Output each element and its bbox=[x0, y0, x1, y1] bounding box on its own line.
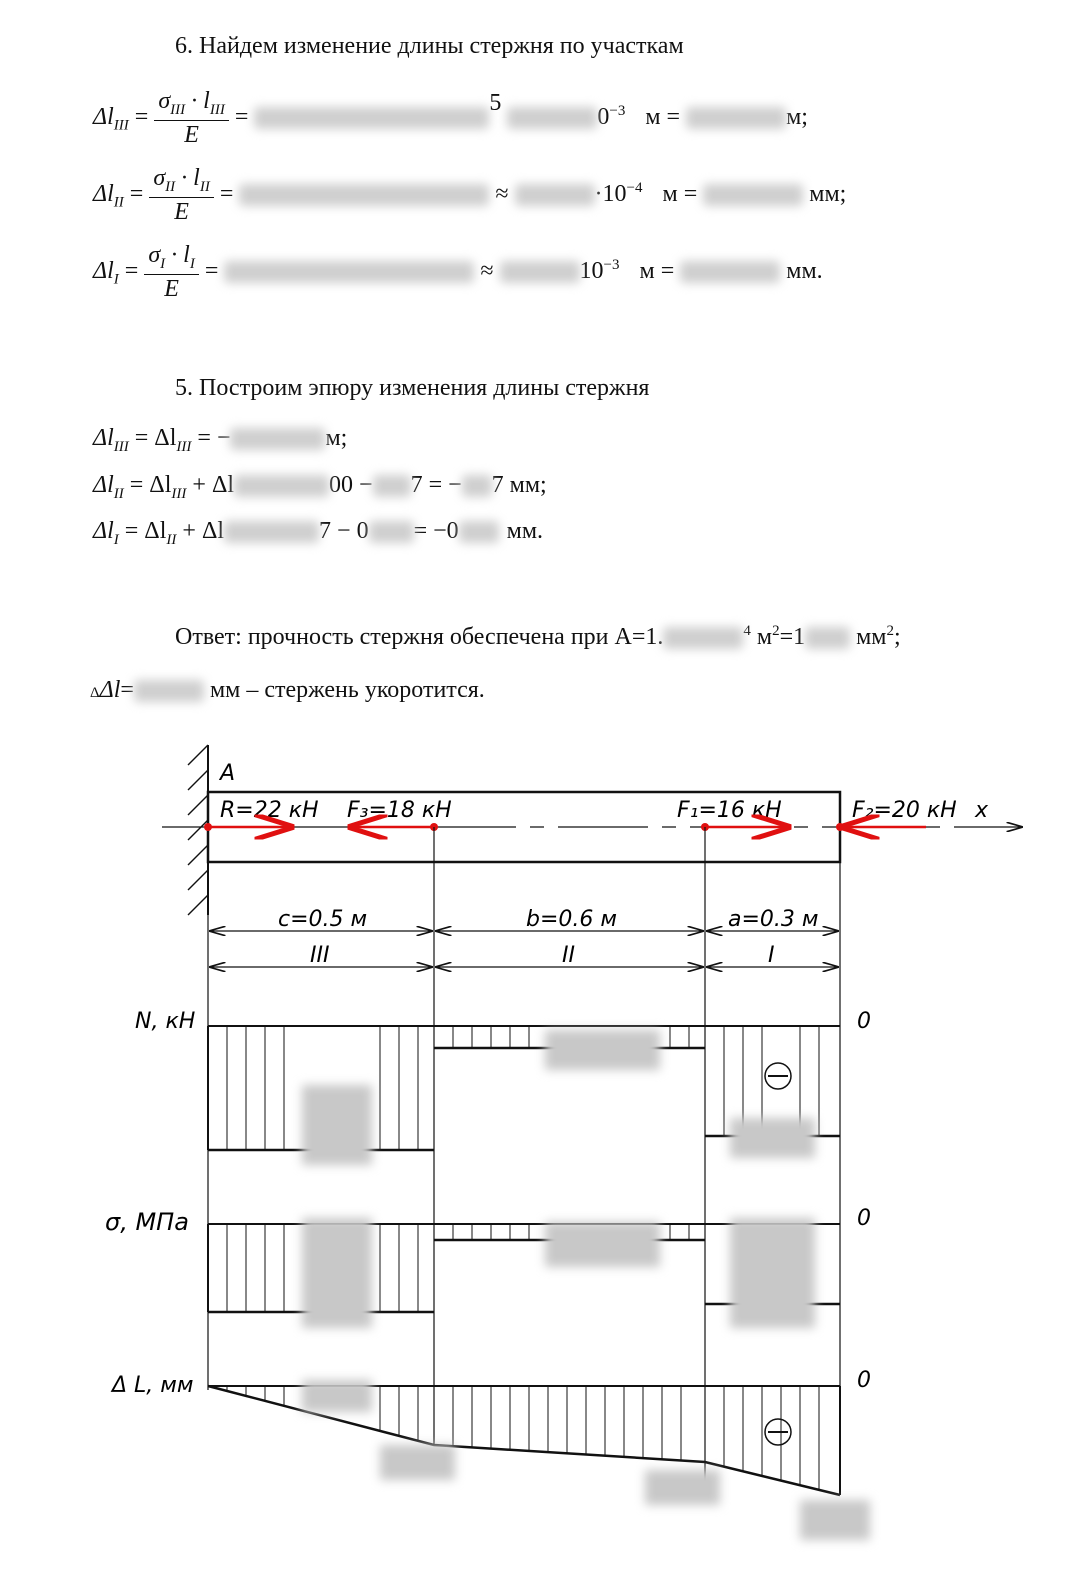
line-end: мм. bbox=[506, 518, 544, 544]
eq-lhs: Δl bbox=[93, 103, 114, 130]
line-lhs: Δl bbox=[93, 472, 114, 498]
eq-num2: l bbox=[183, 242, 190, 268]
eq-lhs-sub: I bbox=[113, 271, 119, 288]
eq-pow: −3 bbox=[609, 102, 626, 119]
line-sub: III bbox=[113, 438, 129, 455]
line-lhs: Δl bbox=[93, 518, 114, 544]
dim-b-label: b=0.6 м bbox=[526, 907, 617, 932]
sigma-zero: 0 bbox=[857, 1206, 871, 1231]
axis-label: x bbox=[975, 798, 989, 823]
eq-fraction: $\frac{\sigma_I \cdot l_I}{E}$ bbox=[144, 242, 199, 303]
eq-den: E bbox=[164, 275, 179, 302]
line-end: м; bbox=[325, 425, 348, 451]
eq-num: σ bbox=[158, 88, 171, 114]
line-mid: 7 − 0 bbox=[319, 518, 369, 544]
eq-num2-sub: III bbox=[209, 101, 225, 118]
line-mid2: 7 = − bbox=[410, 472, 462, 498]
line-plus: + Δl bbox=[192, 472, 235, 498]
eq-unit: м = bbox=[662, 180, 698, 207]
dl-zero: 0 bbox=[857, 1368, 871, 1393]
support-label: A bbox=[220, 761, 236, 786]
answer-sup3: 2 bbox=[886, 623, 894, 639]
eq-pow: −3 bbox=[603, 256, 620, 273]
sigma-plot-label: σ, МПа bbox=[105, 1208, 189, 1236]
line-tail: = − bbox=[197, 425, 231, 451]
eq-num-sub: III bbox=[170, 101, 186, 118]
line-sub: I bbox=[113, 531, 119, 548]
answer-exp: 4 bbox=[743, 623, 751, 639]
line-end: 7 мм; bbox=[491, 472, 547, 498]
eq-num2: l bbox=[193, 165, 200, 191]
eq-unit-end: мм; bbox=[809, 180, 847, 207]
eq-num: σ bbox=[148, 242, 161, 268]
eq-num-sub: II bbox=[165, 178, 176, 195]
line-rhs-sub: III bbox=[176, 438, 192, 455]
eq-fraction: $\frac{\sigma_{II} \cdot l_{II}}{E}$ bbox=[149, 165, 214, 226]
answer-eq: = bbox=[120, 677, 134, 703]
eq-num: σ bbox=[153, 165, 166, 191]
line-sub: II bbox=[113, 485, 124, 502]
answer-text-c: =1 bbox=[779, 624, 806, 650]
answer-text-d: мм bbox=[850, 624, 887, 650]
eq-den: E bbox=[184, 121, 199, 148]
section5-heading: 5. Построим эпюру изменения длины стержня bbox=[175, 375, 650, 401]
eq-num-sub: I bbox=[160, 255, 166, 272]
answer-line-2: ΔΔl= мм – стержень укоротится. bbox=[90, 677, 485, 703]
eq-lhs-sub: II bbox=[113, 194, 124, 211]
answer-dl: Δl bbox=[99, 677, 121, 703]
eq-unit: м = bbox=[639, 257, 675, 284]
line-lhs: Δl bbox=[93, 425, 114, 451]
line-mid: 00 − bbox=[329, 472, 373, 498]
force-F1-label: F₁=16 кН bbox=[677, 798, 782, 823]
eq-lhs-sub: III bbox=[113, 117, 129, 134]
force-F2-label: F₂=20 кН bbox=[852, 798, 957, 823]
N-zero: 0 bbox=[857, 1009, 871, 1034]
eq-tail: ·10 bbox=[594, 180, 627, 207]
dl-plot-label: Δ L, мм bbox=[112, 1373, 194, 1398]
answer-sup2: 2 bbox=[772, 623, 780, 639]
wall-support bbox=[188, 745, 208, 915]
line-rhs-sub: II bbox=[166, 531, 177, 548]
eq-lhs: Δl bbox=[93, 257, 114, 284]
line-plus: + Δl bbox=[182, 518, 225, 544]
dim-a-label: a=0.3 м bbox=[728, 907, 819, 932]
eq-fraction: $\frac{\sigma_{III} \cdot l_{III}}{E}$ bbox=[154, 88, 229, 149]
line-mid2: = −0 bbox=[413, 518, 459, 544]
eq-den: E bbox=[174, 198, 189, 225]
seg-II-label: II bbox=[562, 943, 575, 968]
answer-text-b: м bbox=[750, 624, 773, 650]
seg-I-label: I bbox=[768, 943, 775, 968]
line-rhs-sub: III bbox=[171, 485, 187, 502]
eq-num2-sub: II bbox=[199, 178, 210, 195]
line-rhs: = Δl bbox=[134, 425, 177, 451]
eq-lhs: Δl bbox=[93, 180, 114, 207]
equation-dl-III: $\Delta l_{III}$ = $\frac{\sigma_{III} \cdot l_{III}}{E}$ = 5 $0^{-3}$ м = м; bbox=[93, 88, 808, 148]
eq-extra: 5 bbox=[489, 89, 502, 116]
eq-pow: −4 bbox=[626, 179, 643, 196]
N-plot-label: N, кН bbox=[135, 1009, 196, 1034]
line-rhs: = Δl bbox=[124, 518, 167, 544]
eq-unit-end: мм. bbox=[786, 257, 823, 284]
force-F3-label: F₃=18 кН bbox=[347, 798, 452, 823]
dim-c-label: c=0.5 м bbox=[278, 907, 368, 932]
answer-text: мм – стержень укоротится. bbox=[203, 677, 485, 703]
answer-text-e: ; bbox=[893, 624, 901, 650]
equation-dl-I: $\Delta l_I$ = $\frac{\sigma_I \cdot l_I}{E}$ = ≈ $10^{-3}$ м = мм. bbox=[93, 242, 823, 302]
eq-tail: 10 bbox=[579, 257, 604, 284]
force-R-label: R=22 кН bbox=[220, 798, 319, 823]
seg-III-label: III bbox=[310, 943, 330, 968]
equation-dl-II: $\Delta l_{II}$ = $\frac{\sigma_{II} \cdot l_{II}}{E}$ = ≈ $\cdot 10^{-4}$ м = мм; bbox=[93, 165, 847, 225]
eq-tail: 0 bbox=[597, 103, 610, 130]
eq-num2: l bbox=[203, 88, 210, 114]
eq-unit-end: м; bbox=[786, 103, 808, 130]
line-rhs: = Δl bbox=[129, 472, 172, 498]
answer-text-a: Ответ: прочность стержня обеспечена при A=1. bbox=[175, 624, 664, 650]
section6-heading: 6. Найдем изменение длины стержня по участкам bbox=[175, 33, 684, 59]
eq-num2-sub: I bbox=[189, 255, 195, 272]
eq-unit: м = bbox=[645, 103, 681, 130]
